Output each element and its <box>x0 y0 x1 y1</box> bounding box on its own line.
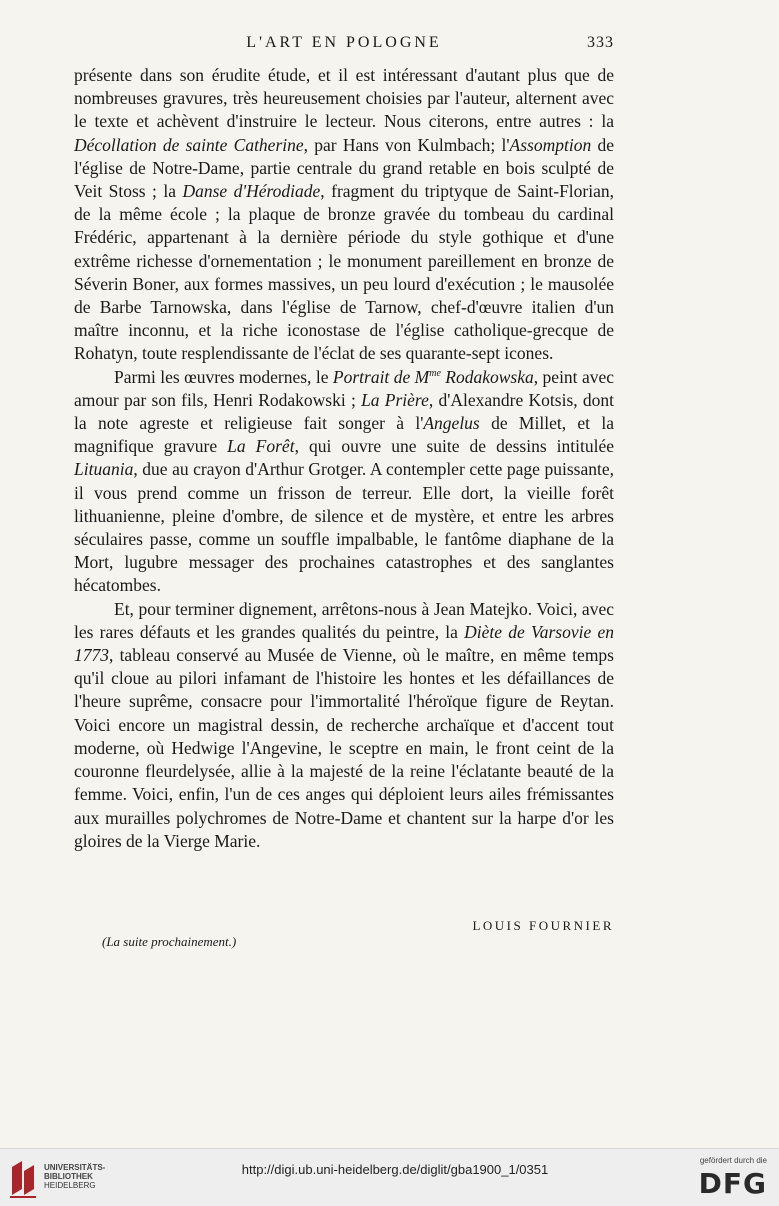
library-line-3: HEIDELBERG <box>44 1181 96 1190</box>
author-signature: LOUIS FOURNIER <box>472 918 614 933</box>
library-line-1: UNIVERSITÄTS- <box>44 1163 106 1172</box>
dfg-logo: DFG <box>698 1167 767 1200</box>
continued-note: (La suite prochainement.) <box>102 934 237 949</box>
paragraph-3: Et, pour terminer dignement, arrêtons-nous à Jean Matejko. Voici, avec les rares défauts et les grandes qualités du peintre, la Diète de Varsovie en 1773, tableau conservé au Musée de Vienne, où le maître, en même temps qu'il cloue au pilori infamant de l'histoire les hontes et les défaillances de l'heure suprême, consacre pour l'immortalité l'héroïque figure de Reytan. Voici encore un magistral dessin, de recherche archaïque et d'accent tout moderne, où Hedwige l'Angevine, le sceptre en main, le front ceint de la couronne fleurdelysée, allie à la majesté de la reine l'éclatante beauté de la femme. Voici, enfin, l'un de ces anges qui déploient leurs ailes frémissantes aux murailles polychromes de Notre-Dame et chantent sur la harpe d'or les gloires de la Vierge Marie. <box>74 598 614 851</box>
viewer-footer <box>0 1148 779 1206</box>
article-body <box>74 64 614 853</box>
university-library-logo-icon <box>8 1159 38 1199</box>
paragraph-1: présente dans son érudite étude, et il est intéressant d'autant plus que de nombreuses gravures, très heureusement choisies par l'auteur, alternent avec le texte et achèvent d'instruire le lecteur. Nous citerons, entre autres : la Décollation de sainte Catherine, par Hans von Kulmbach; l'Assomption de l'église de Notre-Dame, partie centrale du grand retable en bois sculpté de Veit Stoss ; la Danse d'Hérodiade, fragment du triptyque de Saint-Florian, de la même école ; la plaque de bronze gravée du tombeau du cardinal Frédéric, appartenant à la dernière période du style gothique et d'une extrême richesse d'ornementation ; le monument pareillement en bronze de Séverin Boner, aux formes massives, un peu lourd d'exécution ; le mausolée de Barbe Tarnowska, dans l'église de Tarnow, chef-d'œuvre italien d'un maître inconnu, et la riche iconostase de l'église catholique-grecque de Rohatyn, toute resplendissante de l'éclat de ses quarante-sept icones. <box>74 65 614 364</box>
paragraph-2: Parmi les œuvres modernes, le Portrait de $M^{me}$ Rodakowska, peint avec amour par son fils, Henri Rodakowski ; La Prière, d'Alexandre Kotsis, dont la note agreste et religieuse fait songer à l'Angelus de Millet, et la magnifique gravure La Forêt, qui ouvre une suite de dessins intitulée Lituania, due au crayon d'Arthur Grotger. A contempler cette page puissante, il vous prend comme un frisson de terreur. Elle dort, la vieille forêt lithuanienne, pleine d'ombre, de silence et de mystère, et entre les arbres séculaires passe, comme un souffle impalbable, le fantôme diaphane de la Mort, lugubre messager des prochaines catastrophes et des sanglantes hécatombes. <box>74 366 615 596</box>
funded-by-label: gefördert durch die <box>699 1156 767 1165</box>
permalink-url[interactable]: http://digi.ub.uni-heidelberg.de/diglit/gba1900_1/0351 <box>241 1162 549 1177</box>
running-head <box>74 34 614 58</box>
running-title: L'ART EN POLOGNE <box>246 34 442 51</box>
university-library-name <box>44 1163 134 1190</box>
page-number: 333 <box>587 34 614 51</box>
library-line-2: BIBLIOTHEK <box>44 1172 93 1181</box>
